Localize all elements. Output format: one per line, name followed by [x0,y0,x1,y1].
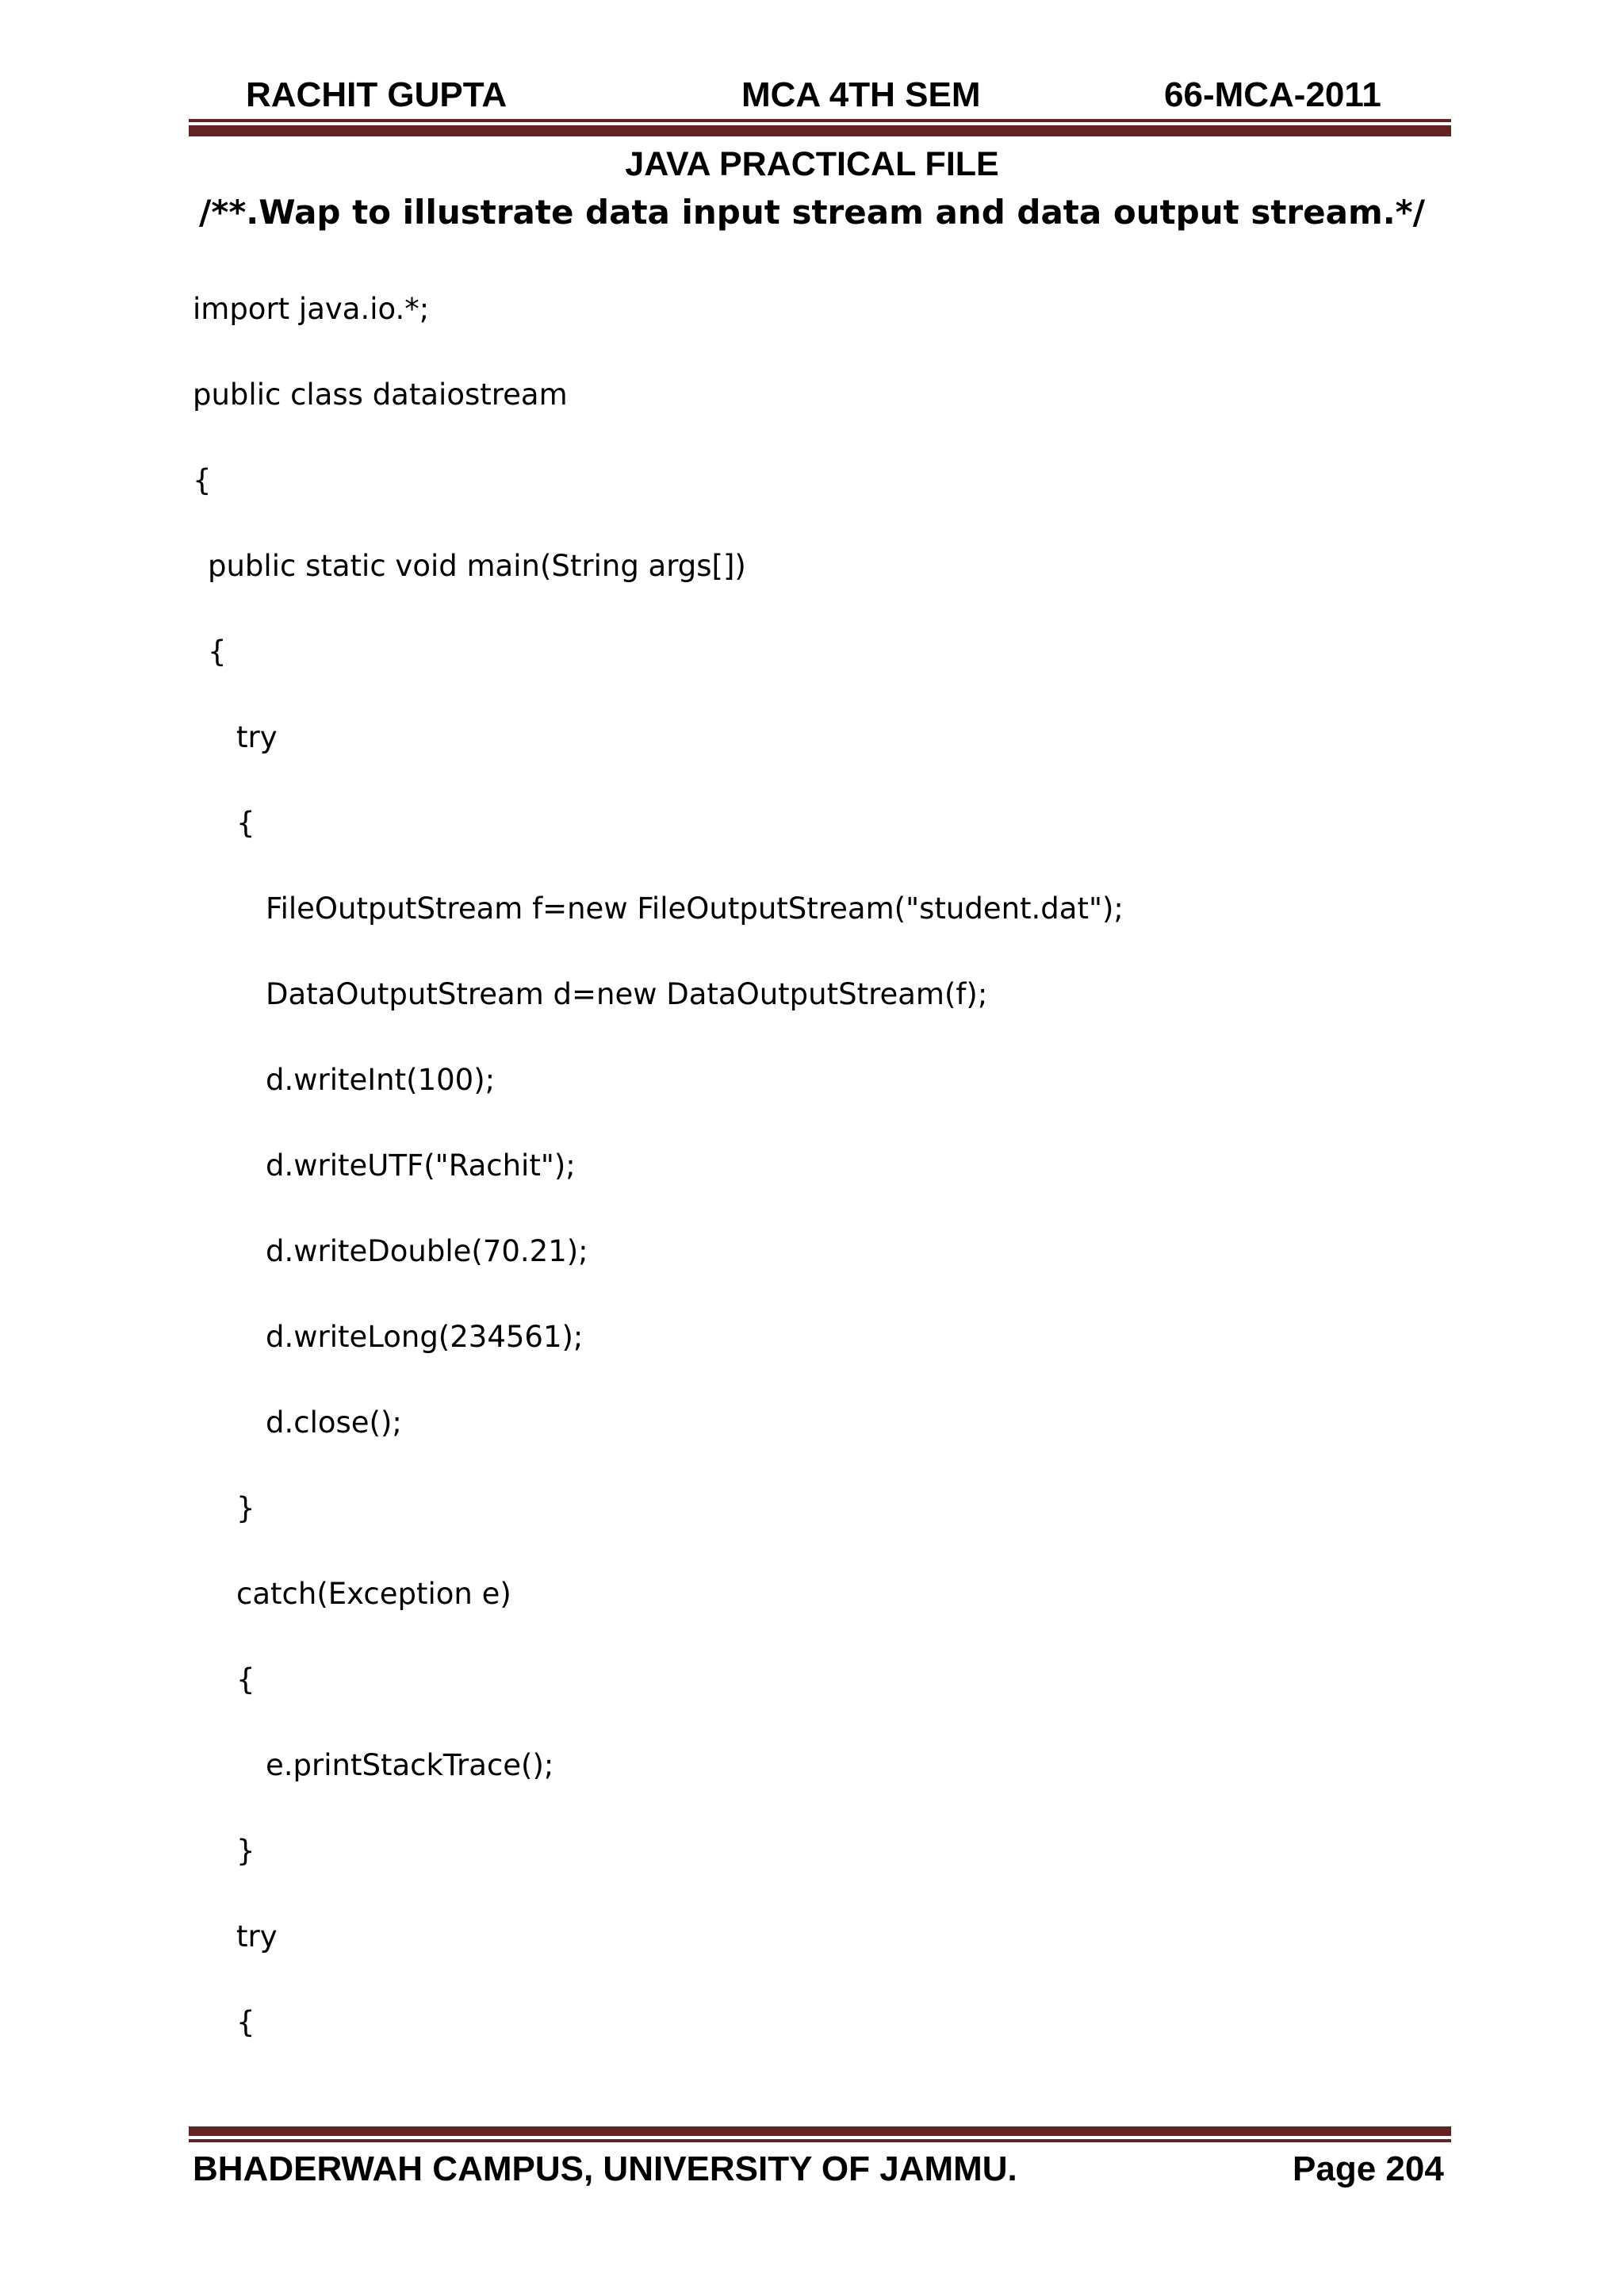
code-line: public class dataiostream [193,378,568,412]
footer-divider-thin [189,2139,1451,2142]
code-line: d.writeLong(234561); [266,1320,584,1354]
roll-number: 66-MCA-2011 [1164,75,1381,114]
code-line: } [236,1491,255,1525]
code-line: FileOutputStream f=new FileOutputStream("student.dat"); [266,892,1124,926]
code-line: public static void main(String args[]) [208,549,746,583]
code-line: { [193,463,212,497]
header-divider-thick [189,125,1451,136]
header-divider-thin [189,119,1451,122]
code-line: import java.io.*; [193,292,430,326]
code-line: { [236,806,255,840]
course-label: MCA 4TH SEM [741,75,981,114]
code-line: d.writeDouble(70.21); [266,1234,588,1268]
code-line: DataOutputStream d=new DataOutputStream(f); [266,977,988,1011]
code-line: e.printStackTrace(); [266,1748,554,1782]
page-number: Page 204 [1293,2149,1444,2188]
code-line: d.writeInt(100); [266,1063,496,1097]
code-line: { [208,635,227,669]
institution-name: BHADERWAH CAMPUS, UNIVERSITY OF JAMMU. [193,2149,1017,2188]
file-title: JAVA PRACTICAL FILE [625,145,999,183]
code-line: d.writeUTF("Rachit"); [266,1148,576,1183]
code-line: d.close(); [266,1405,402,1440]
program-title: /**.Wap to illustrate data input stream and data output stream.*/ [199,193,1425,232]
code-line: } [236,1834,255,1868]
code-line: { [236,1662,255,1697]
code-line: { [236,2005,255,2039]
code-line: try [236,1919,278,1954]
page-header [0,75,1624,123]
code-line: try [236,720,278,754]
author-name: RACHIT GUPTA [246,75,508,114]
footer-divider-thick [189,2126,1451,2136]
code-line: catch(Exception e) [236,1577,511,1611]
